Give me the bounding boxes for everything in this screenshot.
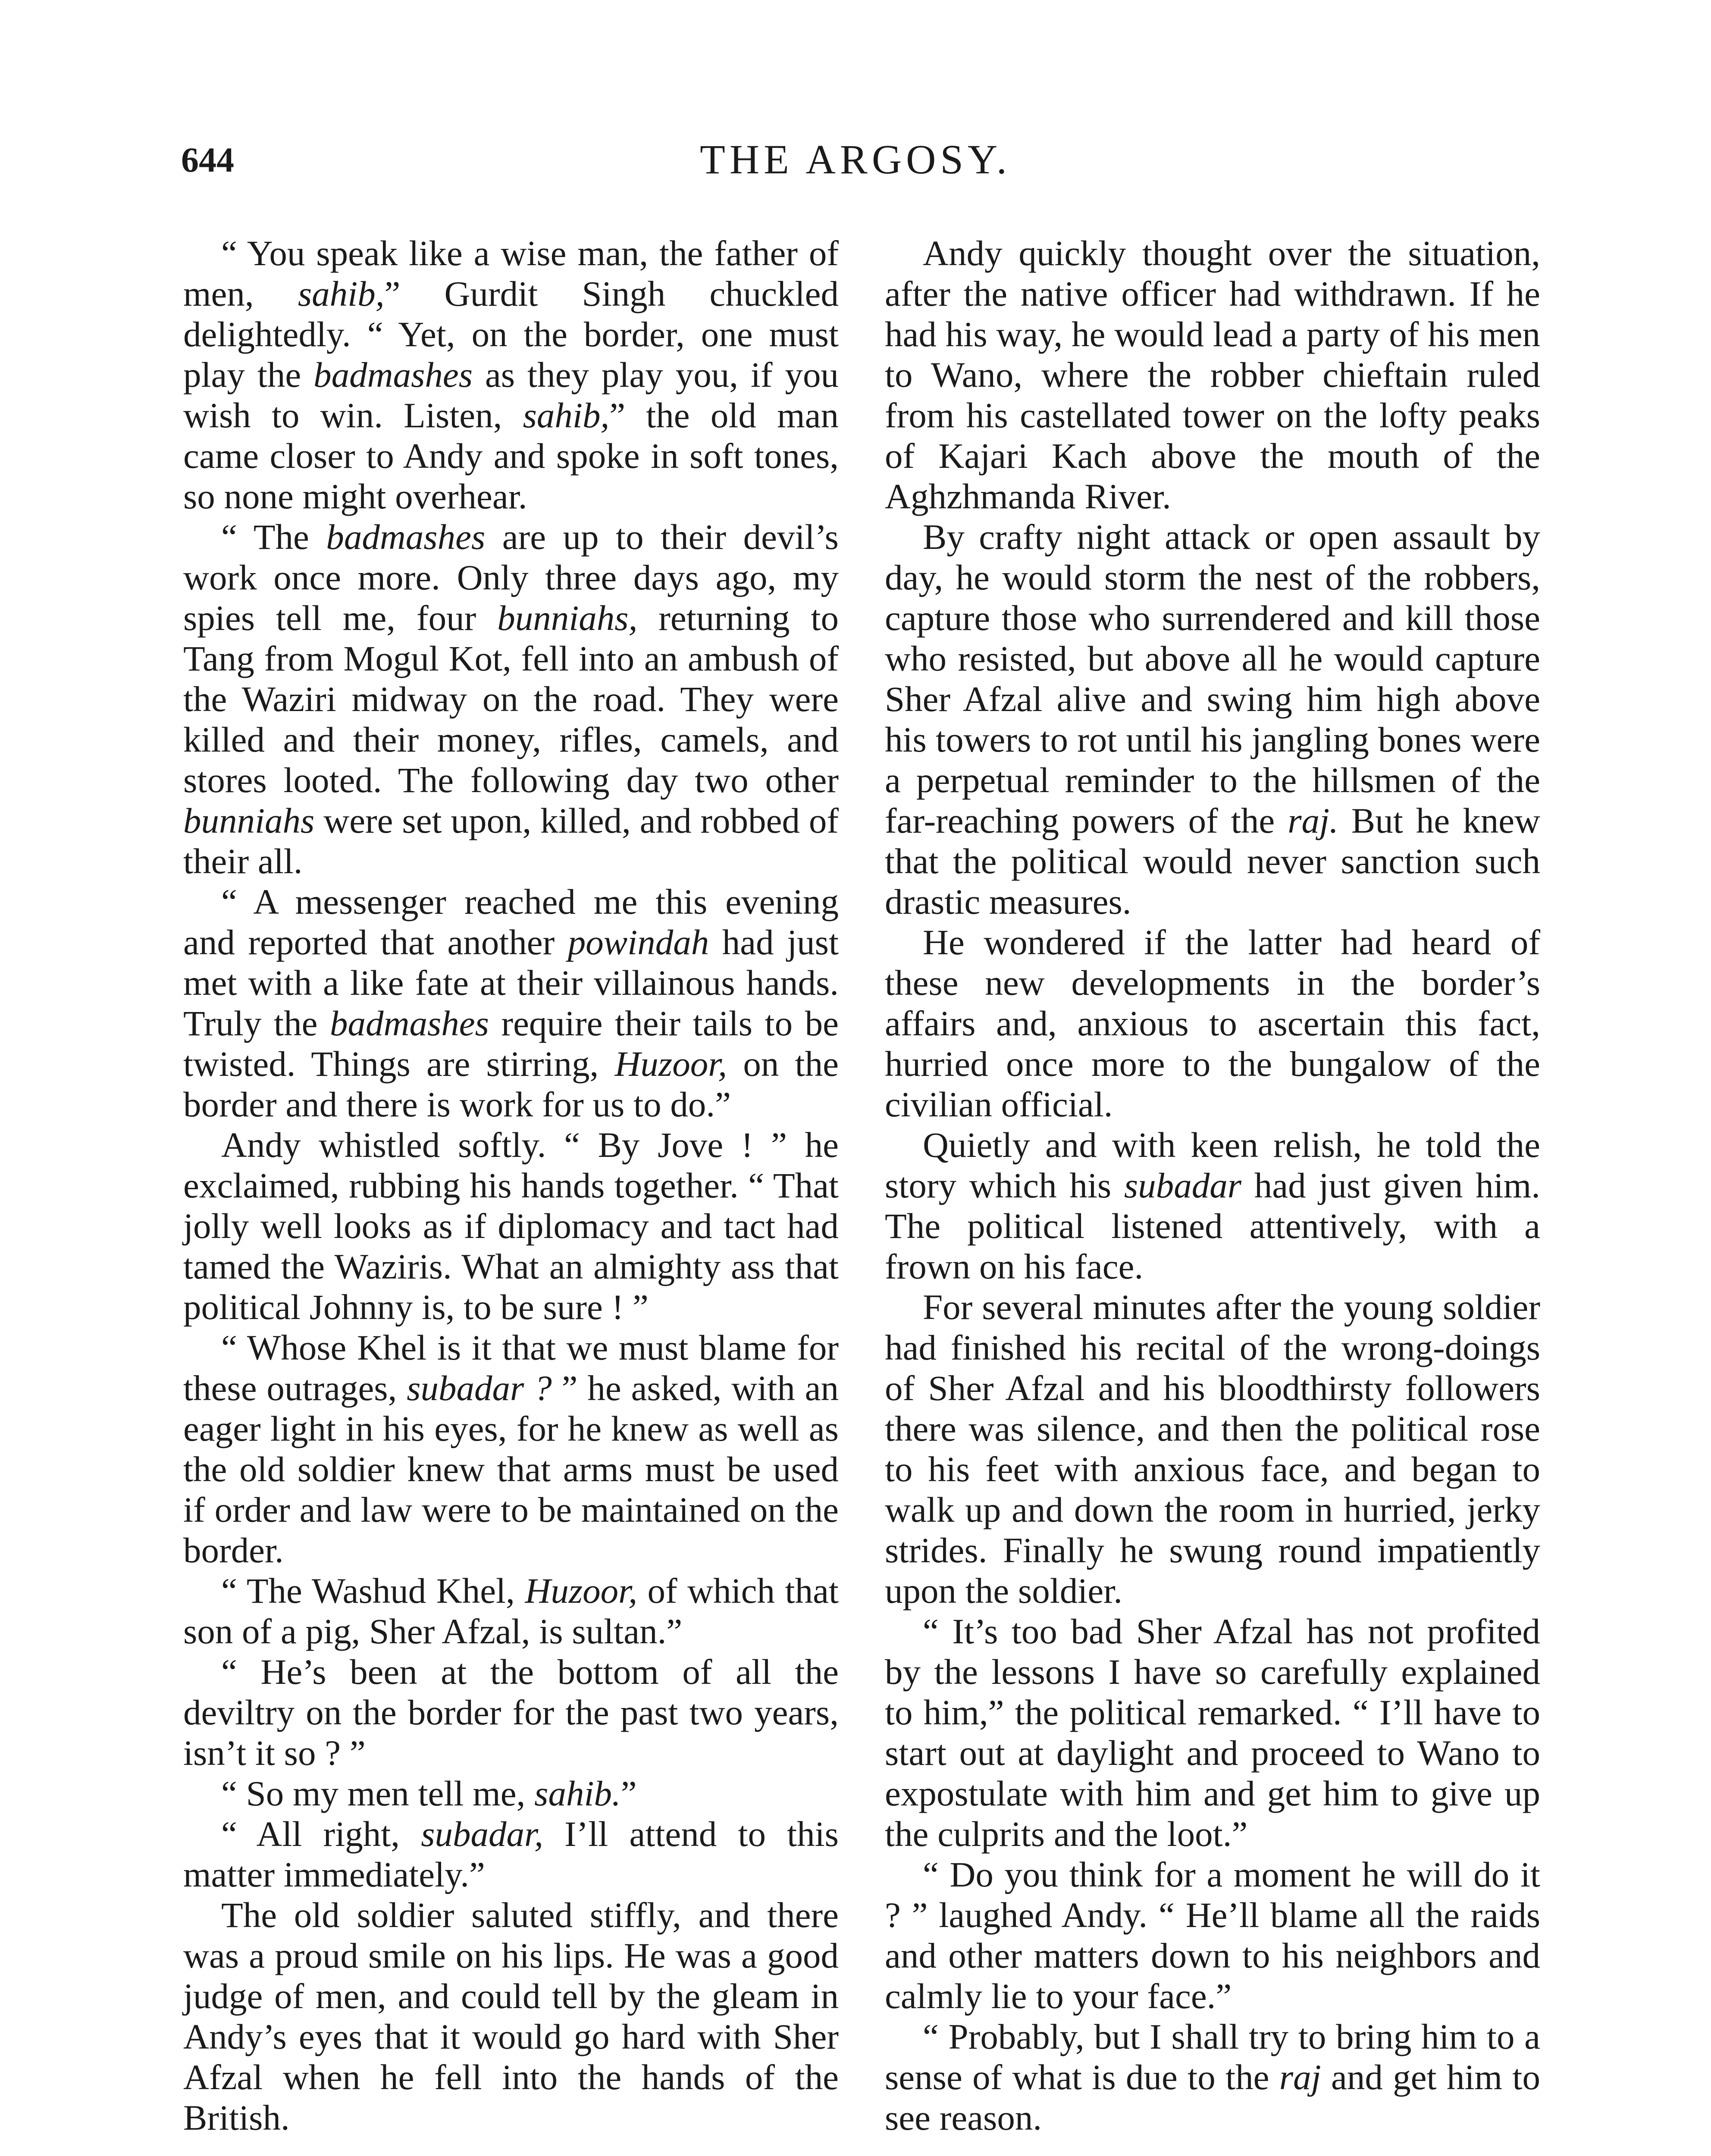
paragraph: “ He’s been at the bottom of all the deviltry on the border for the past two years, isn’t it so ? ” <box>183 1652 839 1773</box>
right-column <box>885 233 1540 2138</box>
paragraph: “ The badmashes are up to their devil’s work once more. Only three days ago, my spies tell me, four bunniahs, returning to Tang from Mogul Kot, fell into an ambush of the Waziri midway on the road. They were killed and their money, rifles, camels, and stores looted. The following day two other bunniahs were set upon, killed, and robbed of their all. <box>183 517 839 881</box>
paragraph: “ All right, subadar, I’ll attend to this matter immediately.” <box>183 1814 839 1894</box>
paragraph: “ You speak like a wise man, the father of men, sahib,” Gurdit Singh chuckled delightedly. “ Yet, on the border, one must play the badmashes as they play you, if you wish to win. Listen, sahib,” the old man came closer to Andy and spoke in soft tones, so none might overhear. <box>183 233 839 516</box>
left-column <box>183 233 839 2138</box>
paragraph: “ So my men tell me, sahib.” <box>221 1774 637 1813</box>
paragraph: “ It’s too bad Sher Afzal has not profited by the lessons I have so carefully explained to him,” the political remarked. “ I’ll have to start out at daylight and proceed to Wano to expostulate with him and get him to give up the culprits and the loot.” <box>885 1611 1540 1854</box>
running-title: THE ARGOSY. <box>700 136 1011 182</box>
paragraph: For several minutes after the young soldier had finished his recital of the wrong-doings of Sher Afzal and his bloodthirsty followers there was silence, and then the political rose to his feet with anxious face, and began to walk up and down the room in hurried, jerky strides. Finally he swung round impatiently upon the soldier. <box>885 1287 1540 1611</box>
paragraph: By crafty night attack or open assault by day, he would storm the nest of the robbers, capture those who surrendered and kill those who resisted, but above all he would capture Sher Afzal alive and swing him high above his towers to rot until his jangling bones were a perpetual reminder to the hillsmen of the far-reaching powers of the raj. But he knew that the political would never sanction such drastic measures. <box>885 517 1540 921</box>
paragraph: “ Probably, but I shall try to bring him to a sense of what is due to the raj and get him to see reason. <box>885 2017 1540 2137</box>
paragraph: “ The Washud Khel, Huzoor, of which that son of a pig, Sher Afzal, is sultan.” <box>183 1571 839 1651</box>
paragraph: Quietly and with keen relish, he told the story which his subadar had just given him. The political listened attentively, with a frown on his face. <box>885 1125 1541 1286</box>
paragraph: Andy quickly thought over the situation, after the native officer had withdrawn. If he had his way, he would lead a party of his men to Wano, where the robber chieftain ruled from his castellated tower on the lofty peaks of Kajari Kach above the mouth of the Aghzhmanda River. <box>885 233 1540 516</box>
paragraph: Andy whistled softly. “ By Jove ! ” he exclaimed, rubbing his hands together. “ That jolly well looks as if diplomacy and tact had tamed the Waziris. What an almighty ass that political Johnny is, to be sure ! ” <box>183 1125 839 1327</box>
paragraph: “ A messenger reached me this evening and reported that another powindah had just met with a like fate at their villainous hands. Truly the badmashes require their tails to be twisted. Things are stirring, Huzoor, on the border and there is work for us to do.” <box>183 882 839 1124</box>
paragraph: “ Do you think for a moment he will do it ? ” laughed Andy. “ He’ll blame all the raids and other matters down to his neighbors and calmly lie to your face.” <box>885 1855 1540 2016</box>
paragraph: He wondered if the latter had heard of these new developments in the border’s affairs and, anxious to ascertain this fact, hurried once more to the bungalow of the civilian official. <box>885 922 1540 1124</box>
page-number: 644 <box>181 140 234 179</box>
paragraph: “ Whose Khel is it that we must blame for these outrages, subadar ? ” he asked, with an eager light in his eyes, for he knew as well as the old soldier knew that arms must be used if order and law were to be maintained on the border. <box>183 1328 839 1570</box>
paragraph: The old soldier saluted stiffly, and there was a proud smile on his lips. He was a good judge of men, and could tell by the gleam in Andy’s eyes that it would go hard with Sher Afzal when he fell into the hands of the British. <box>183 1895 839 2137</box>
